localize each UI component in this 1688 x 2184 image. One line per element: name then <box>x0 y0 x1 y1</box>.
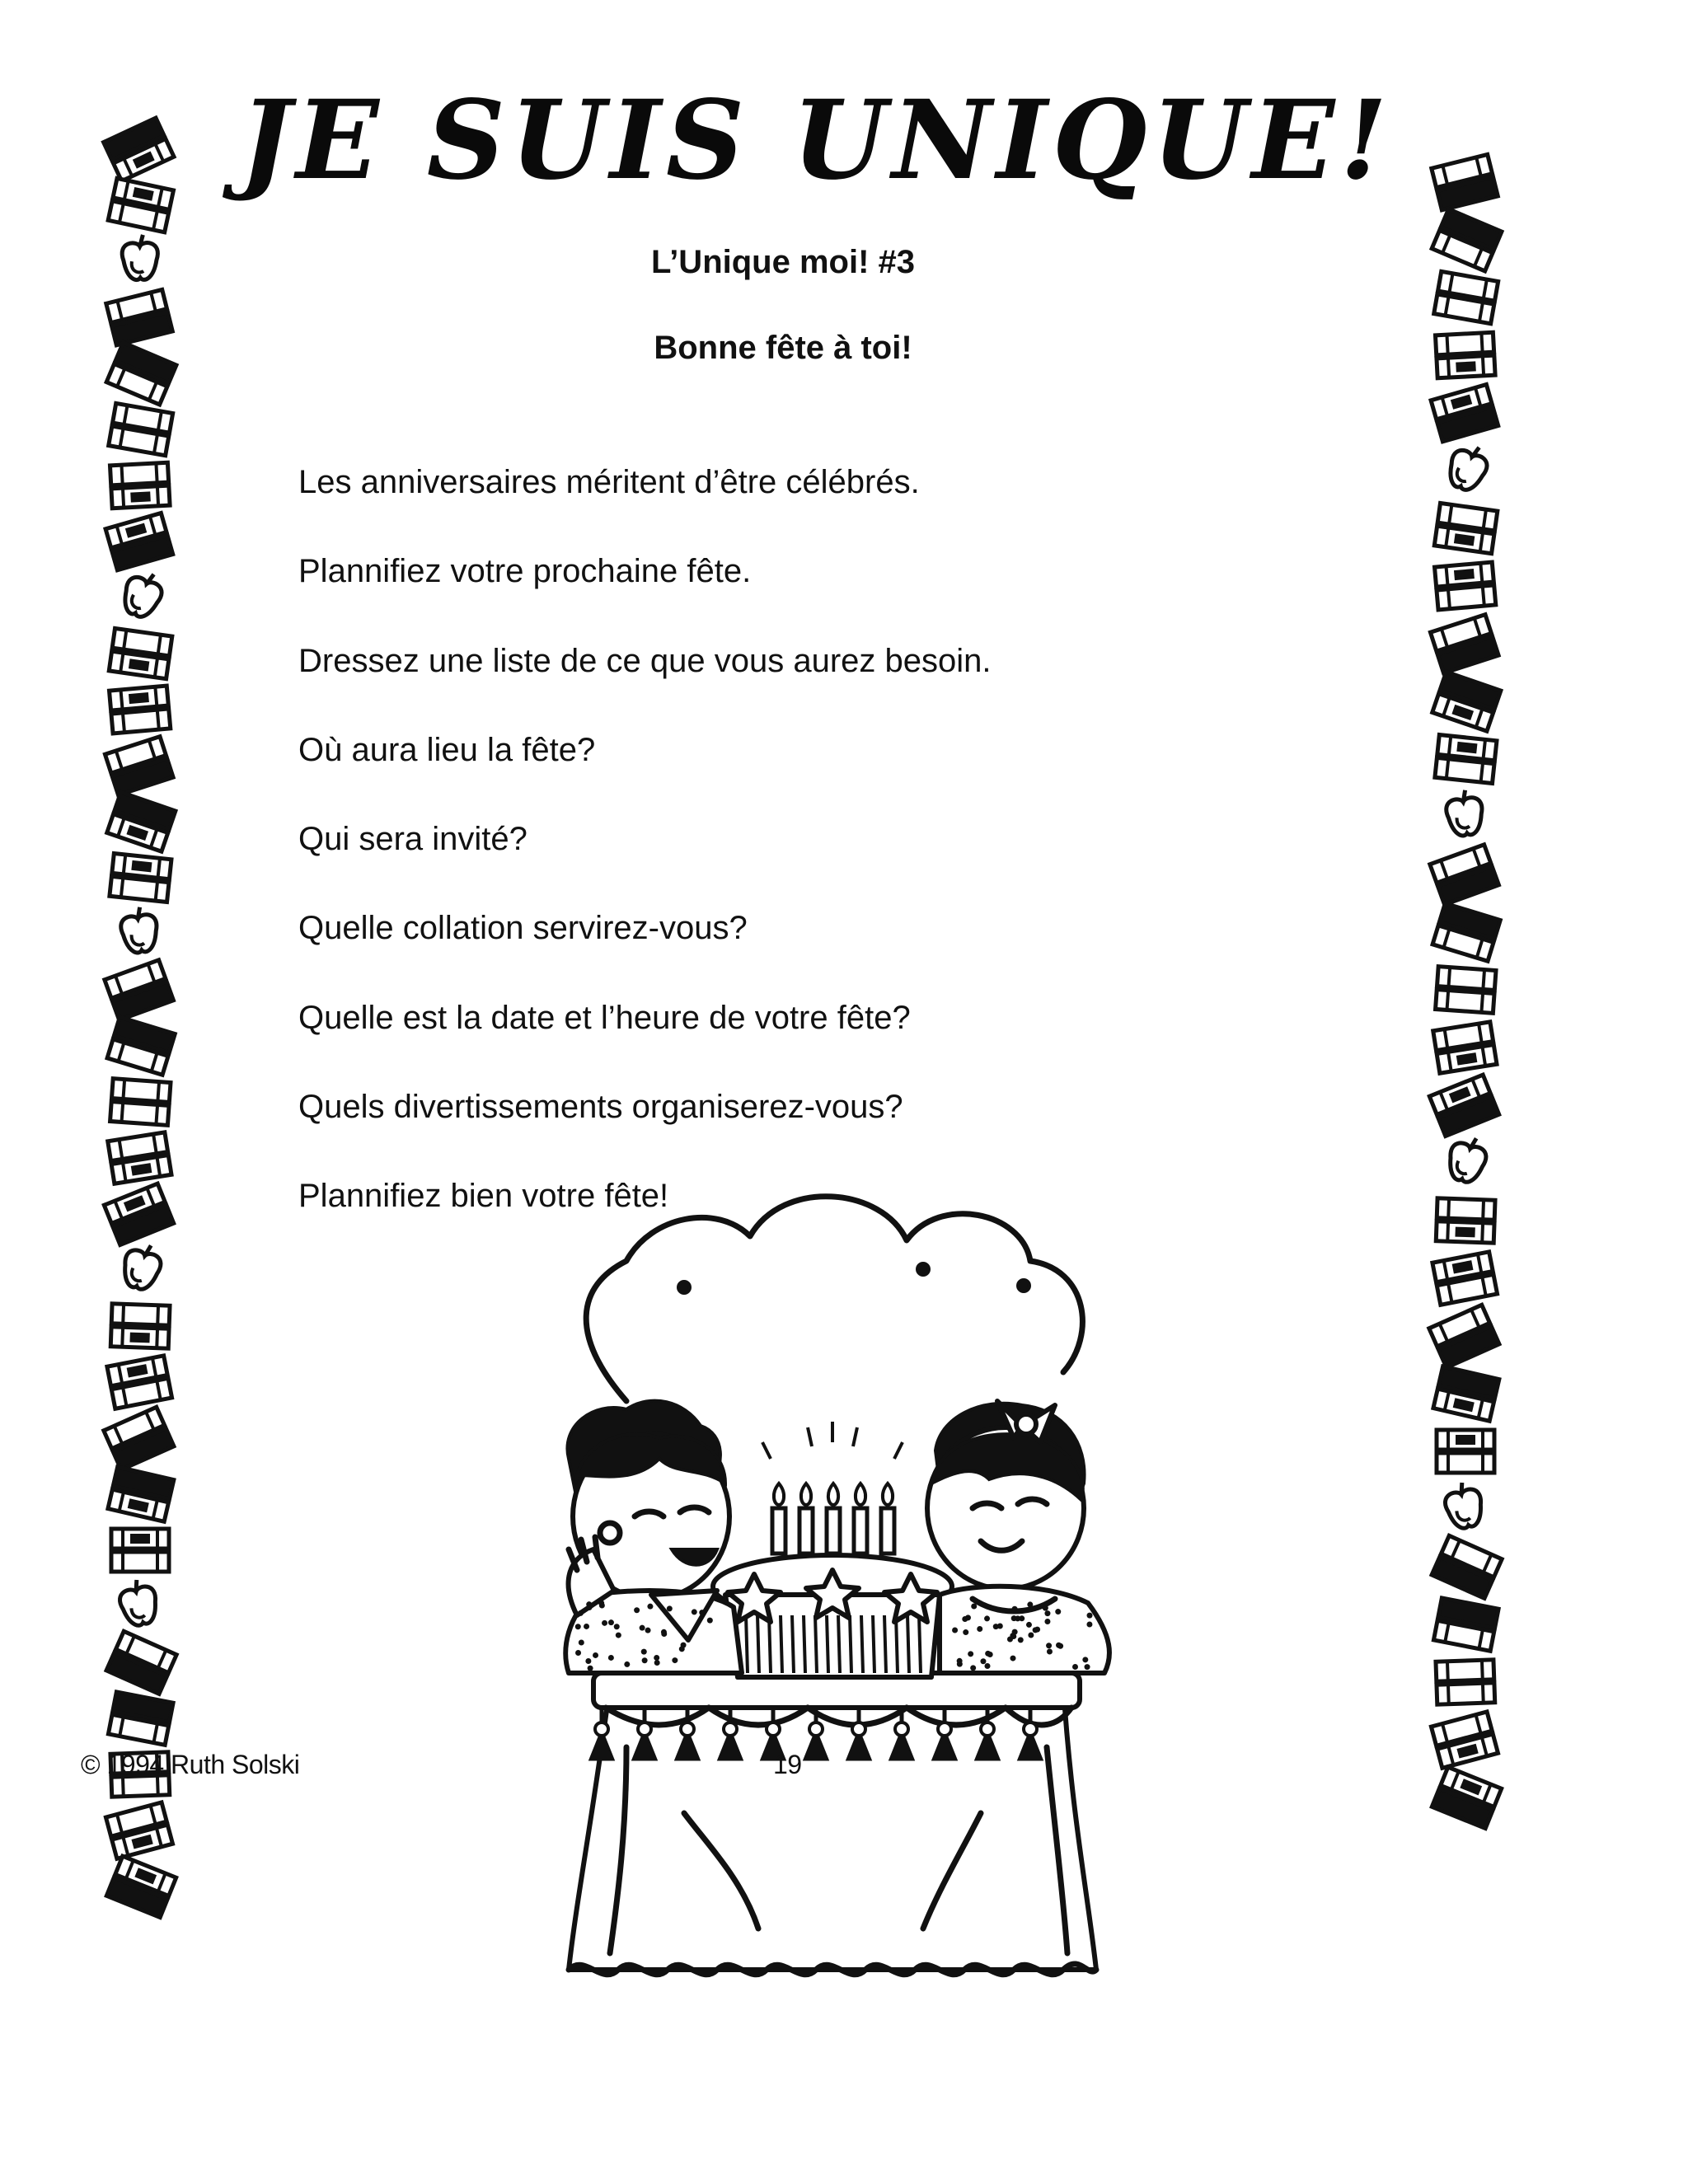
instruction-line-7: Quelle est la date et l’heure de votre fête? <box>298 1000 911 1036</box>
instruction-line-6: Quelle collation servirez-vous? <box>298 910 748 946</box>
instruction-line-4: Où aura lieu la fête? <box>298 732 596 768</box>
instruction-line-9: Plannifiez bien votre fête! <box>298 1178 669 1214</box>
instruction-line-3: Dressez une liste de ce que vous aurez besoin. <box>298 643 992 679</box>
page-subtitle: L’Unique moi! #3 <box>650 244 916 280</box>
thought-cloud <box>586 1197 1082 1401</box>
page-heading: Bonne fête à toi! <box>654 330 912 366</box>
instruction-line-2: Plannifiez votre prochaine fête. <box>298 553 752 589</box>
instruction-line-1: Les anniversaires méritent d’être célébrés. <box>298 464 920 500</box>
instruction-line-5: Qui sera invité? <box>298 821 528 857</box>
instruction-line-8: Quels divertissements organiserez-vous? <box>298 1089 903 1125</box>
page-number: 19 <box>773 1750 802 1779</box>
copyright-notice: © 1994 Ruth Solski <box>81 1750 300 1779</box>
page-title: JE SUIS UNIQUE! <box>239 77 1393 204</box>
